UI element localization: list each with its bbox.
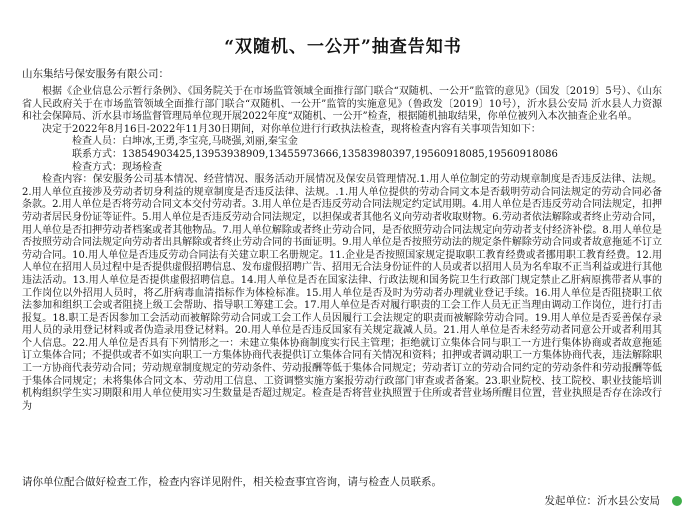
decision-paragraph: 决定于2022年8月16日-2022年11月30日期间，对你单位进行行政执法检查，现将检查内容有关事项告知如下： xyxy=(42,123,541,135)
content-paragraph: 检查内容：保安服务公司基本情况、经营情况、服务活动开展情况及保安员管理情况.1.用人单位制定的劳动规章制度是否违反法律、法规。2.用人单位直接涉及劳动者切身利益的规章制度是否违反法律、法规。.1.用人单位提供的劳动合同文本是否载明劳动合同法规定的劳动合同必备条款。2.用人单位是否将劳动合同文本交付劳动者。3.用人单位是否违反劳动合同法规定约定试用期。4.用人单位是否违反劳动合同法规定，扣押劳动者居民身份证等证件。5.用人单位是否违反劳动合同法规定，以担保或者其他名义向劳动者收取财物。6.劳动者依法解除或者终止劳动合同，用人单位是否扣押劳动者档案或者其他物品。7.用人单位解除或者终止劳动合同，是否依照劳动合同法规定向劳动者支付经济补偿。8.用人单位是否按照劳动合同法规定向劳动者出具解除或者终止劳动合同的书面证明。9.用人单位是否按照劳动法的规定条件解除劳动合同或者故意拖延不订立劳动合同。10.用人单位是否违反劳动合同法有关建立职工名册规定。11.企业是否按照国家规定提取职工教育经费或者挪用职工教育经费。12.用人单位在招用人员过程中是否提供虚假招聘信息、发布虚假招聘广告、招用无合法身份证件的人员或者以招用人员为名牟取不正当利益或进行其他违法活动。13.用人单位是否提供虚假招聘信息。14.用人单位是否在国家法律、行政法规和国务院卫生行政部门规定禁止乙肝病原携带者从事的工作岗位以外招用人员时，将乙肝病毒血清指标作为体检标准。15.用人单位是否及时为劳动者办理就业登记手续。16.用人单位是否阻挠职工依法参加和组织工会或者阻挠上级工会帮助、指导职工筹建工会。17.用人单位是否对履行职责的工会工作人员无正当理由调动工作岗位，进行打击报复。18.职工是否因参加工会活动而被解除劳动合同或工会工作人员因履行工会法规定的职责而被解除劳动合同。19.用人单位是否妥善保存录用人员的录用登记材料或者伪造录用登记材料。20.用人单位是否违反国家有关规定裁减人员。21.用人单位是否未经劳动者同意公开或者利用其个人信息。22.用人单位是否具有下列情形之一：未建立集体协商制度实行民主管理；拒绝就订立集体合同与职工一方进行集体协商或者故意拖延订立集体合同；不提供或者不如实向职工一方集体协商代表提供订立集体合同有关情况和资料；扣押或者调动职工一方集体协商代表，违法解除职工一方协商代表劳动合同；劳动规章制度规定的劳动条件、劳动报酬等低于集体合同规定；劳动者订立的劳动合同约定的劳动条件和劳动报酬等低于集体合同规定；未将集体合同文本、劳动用工信息、工资调整实施方案报劳动行政部门审查或者备案。23.职业院校、技工院校、职业技能培训机构组织学生实习期限和用人单位使用实习生数量是否超过规定。检查是否将营业执照置于住所或者营业场所醒目位置，营业执照是否存在涂改行为 xyxy=(22,174,662,412)
closing-text: 请你单位配合做好检查工作，检查内容详见附件，相关检查事宜咨询，请与检查人员联系。 xyxy=(22,476,442,488)
addressee: 山东集结号保安服务有限公司： xyxy=(22,68,169,80)
method-line: 检查方式：现场检查 xyxy=(72,161,162,173)
document-title: “双随机、一公开”抽查告知书 xyxy=(224,37,462,57)
status-dot-icon xyxy=(672,496,682,506)
inspectors-line: 检查人员：白坤冰,王勇,李宝亮,马晓强,刘丽,秦宝金 xyxy=(72,136,298,148)
phones-line: 联系方式：13854903425,13953938909,13455973666,13583980397,19560918085,19560918086 xyxy=(72,148,558,160)
document-body xyxy=(22,86,662,413)
intro-paragraph: 根据《企业信息公示暂行条例》、《国务院关于在市场监管领域全面推行部门联合“双随机、一公开”监管的意见》（国发〔2019〕5号）、《山东省人民政府关于在市场监管领域全面推行部门联合“双随机、一公开”监管的实施意见》（鲁政发〔2019〕10号），沂水县公安局 沂水县人力资源和社会保障局、沂水县市场监督管理局单位现开展2022年度“双随机、一公开”检查，根据随机抽取结果，你单位被列入本次抽查企业名单。 xyxy=(22,86,662,123)
issuer-text: 发起单位：沂水县公安局 xyxy=(544,495,660,507)
